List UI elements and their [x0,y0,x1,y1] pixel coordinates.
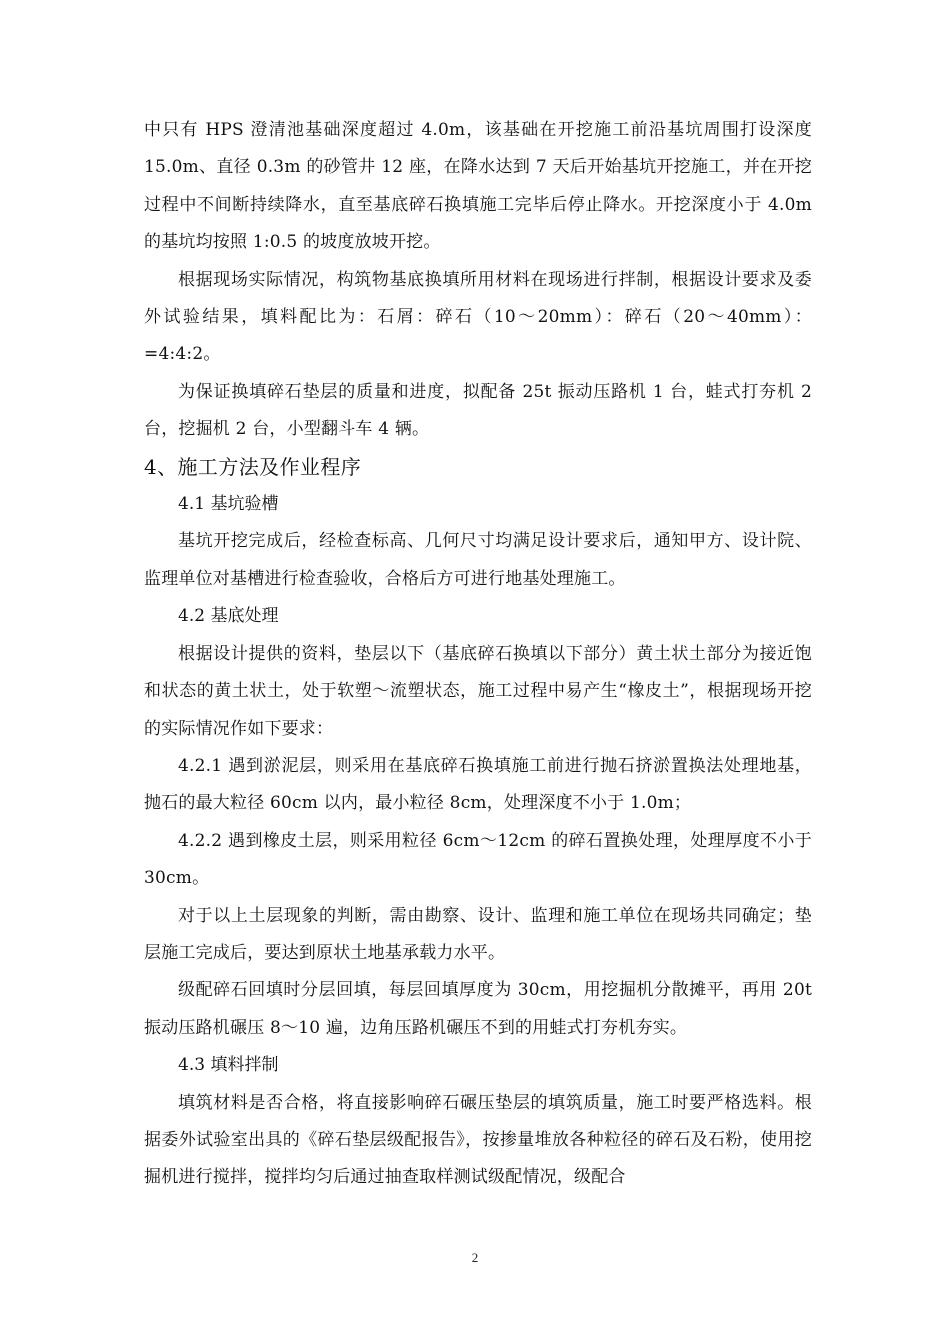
paragraph-equipment: 为保证换填碎石垫层的质量和进度，拟配备 25t 振动压路机 1 台，蛙式打夯机 2 台，挖掘机 2 台，小型翻斗车 4 辆。 [144,381,812,440]
subheading-4-1: 4.1 基坑验槽 [178,494,279,515]
paragraph-soil-judgement: 对于以上土层现象的判断，需由勘察、设计、监理和施工单位在现场共同确定；垫层施工完成后，要达到原状土地基承载力水平。 [144,905,812,963]
paragraph-pit-inspection: 基坑开挖完成后，经检查标高、几何尺寸均满足设计要求后，通知甲方、设计院、监理单位对基槽进行检查验收，合格后方可进行地基处理施工。 [144,531,812,589]
paragraph-dewatering: 中只有 HPS 澄清池基础深度超过 4.0m，该基础在开挖施工前沿基坑周围打设深度 15.0m、直径 0.3m 的砂管井 12 座，在降水达到 7 天后开始基坑开挖施工，并在开挖过程中不间断持续降水，直至基底碎石换填施工完毕后停止降水。开挖深度小于 4.0m 的基坑均按照 1:0.5 的坡度放坡开挖。 [144,120,812,253]
subheading-4-2: 4.2 基底处理 [178,606,279,627]
document-body [144,112,812,1197]
paragraph-fill-mixing: 填筑材料是否合格，将直接影响碎石碾压垫层的填筑质量，施工时要严格选料。根据委外试验室出具的《碎石垫层级配报告》，按掺量堆放各种粒径的碎石及石粉，使用挖掘机进行搅拌，搅拌均匀后通过抽查取样测试级配情况，级配合 [144,1092,812,1188]
section-heading-construction-method: 4、施工方法及作业程序 [144,454,362,479]
page-number: 2 [471,1250,479,1265]
paragraph-base-treatment: 根据设计提供的资料，垫层以下（基底碎石换填以下部分）黄土状土部分为接近饱和状态的黄土状土，处于软塑～流塑状态，施工过程中易产生“橡皮土”，根据现场开挖的实际情况作如下要求： [144,643,812,739]
paragraph-4-2-1: 4.2.1 遇到淤泥层，则采用在基底碎石换填施工前进行抛石挤淤置换法处理地基，抛石的最大粒径 60cm 以内，最小粒径 8cm，处理深度不小于 1.0m； [144,755,812,814]
paragraph-fill-ratio: 根据现场实际情况，构筑物基底换填所用材料在现场进行拌制，根据设计要求及委外试验结果，填料配比为：石屑：碎石（10～20mm）：碎石（20～40mm）：=4:4:2。 [144,269,812,365]
paragraph-4-2-2: 4.2.2 遇到橡皮土层，则采用粒径 6cm～12cm 的碎石置换处理，处理厚度不小于 30cm。 [144,830,812,889]
subheading-4-3: 4.3 填料拌制 [178,1055,279,1076]
paragraph-layered-backfill: 级配碎石回填时分层回填，每层回填厚度为 30cm，用挖掘机分散摊平，再用 20t 振动压路机碾压 8～10 遍，边角压路机碾压不到的用蛙式打夯机夯实。 [144,980,812,1038]
